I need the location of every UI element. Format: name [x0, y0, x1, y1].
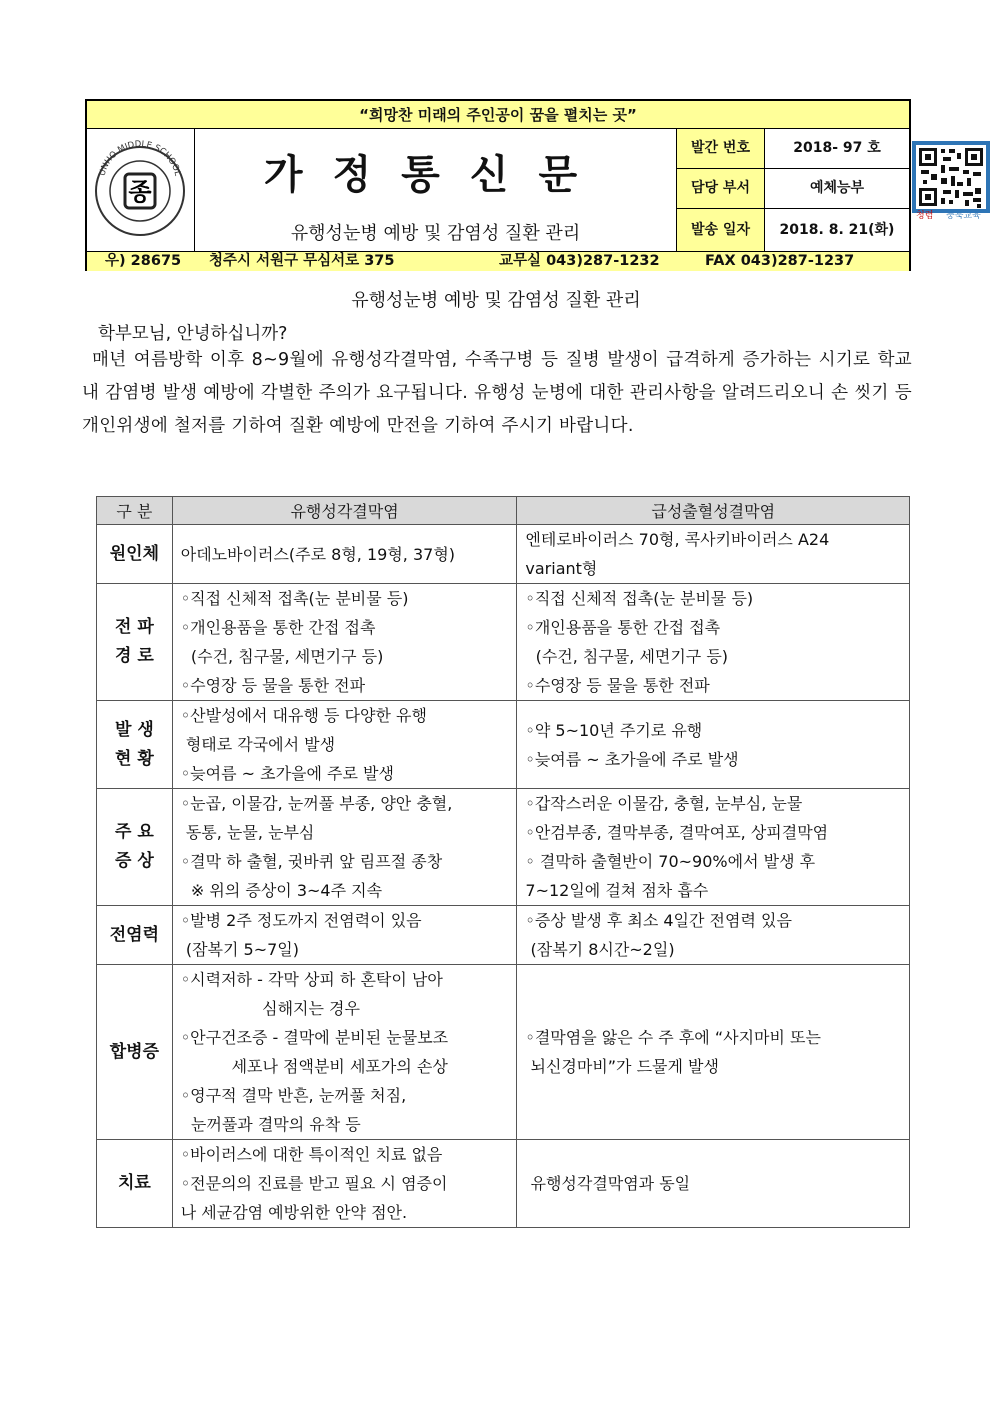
cell-line: ◦영구적 결막 반흔, 눈꺼풀 처짐,: [180, 1086, 407, 1105]
table-header-row: [97, 497, 910, 525]
row-label-line: 주 요: [114, 822, 154, 842]
table-cell: [517, 1140, 910, 1228]
table-cell: [172, 701, 517, 789]
row-label-line: 현 황: [114, 748, 154, 769]
table-cell: [517, 965, 910, 1140]
header-acute-hemorrhagic-conjunctivitis: 급성출혈성결막염: [517, 497, 910, 525]
cell-line: ◦수영장 등 물을 통한 전파: [525, 676, 710, 695]
meta-row-send-date: [677, 209, 910, 251]
row-label-line: 전 파: [114, 617, 154, 637]
table-row: [97, 525, 910, 584]
table-row: [97, 701, 910, 789]
cell-line: ※ 위의 증상이 3~4주 지속: [180, 881, 383, 900]
newsletter-title: 가정통신문: [263, 151, 608, 198]
cell-line: ◦결막 하 출혈, 귓바퀴 앞 림프절 종창: [180, 852, 443, 871]
cell-line: ◦안구건조증 - 결막에 분비된 눈물보조: [180, 1028, 449, 1047]
cell-line: 뇌신경마비”가 드물게 발생: [525, 1057, 719, 1076]
table-cell: [172, 965, 517, 1140]
body-paragraph: 매년 여름방학 이후 8~9월에 유행성각결막염, 수족구병 등 질병 발생이 급격하게 증가하는 시기로 학교 내 감염병 발생 예방에 각별한 주의가 요구됩니다. 유행성 눈병에 대한 관리사항을 알려드리오니 손 씻기 등 개인위생에 철저를 기하여 질환 예방에 만전을 기하여 주시기 바랍니다.: [82, 350, 912, 436]
cell-line: ◦결막염을 앓은 수 주 후에 “사지마비 또는: [525, 1028, 821, 1047]
cell-line: ◦약 5~10년 주기로 유행: [525, 720, 703, 740]
cell-line: ◦바이러스에 대한 특이적인 치료 없음: [180, 1145, 443, 1164]
cell-line: 심해지는 경우: [180, 999, 360, 1018]
cell-line: (수건, 침구물, 세면기구 등): [180, 647, 384, 666]
qr-code-cell: [910, 129, 992, 251]
cell-line: 나 세균감염 예방위한 안약 점안.: [180, 1203, 408, 1222]
school-logo-char: 종: [128, 178, 152, 206]
cell-line: 유행성각결막염과 동일: [525, 1174, 691, 1193]
cell-line: ◦전문의의 진료를 받고 필요 시 염증이: [180, 1174, 448, 1193]
cell-line: 세포나 점액분비 세포가의 손상: [180, 1057, 448, 1076]
row-label: 합병증: [97, 965, 173, 1140]
fax-number: FAX 043)287-1237: [705, 253, 855, 269]
cell-line: 7~12일에 걸쳐 점차 흡수: [525, 881, 709, 900]
cell-line: ◦발병 2주 정도까지 전염력이 있음: [180, 911, 422, 930]
school-address: 청주시 서원구 무심서로 375: [209, 253, 395, 269]
row-label-line: 증 상: [114, 851, 154, 871]
cell-line: ◦시력저하 - 각막 상피 하 혼탁이 남아: [180, 970, 443, 989]
table-row: [97, 906, 910, 965]
qr-caption-left: 청렴: [916, 211, 934, 219]
newsletter-subtitle: 유행성눈병 예방 및 감염성 질환 관리: [290, 223, 581, 244]
school-logo-text: UNHO MIDDLE SCHOOL: [97, 139, 183, 177]
table-cell: [517, 906, 910, 965]
table-cell: [172, 584, 517, 701]
cell-line: (잠복기 5~7일): [180, 940, 299, 959]
row-label: 원인체: [97, 525, 173, 584]
table-cell: [172, 906, 517, 965]
cell-line: 눈꺼풀과 결막의 유착 등: [180, 1115, 361, 1134]
cell-line: ◦개인용품을 통한 간접 접촉: [525, 618, 721, 637]
table-cell: [172, 525, 517, 584]
qr-code: [910, 129, 992, 219]
table-row: [97, 584, 910, 701]
row-label: [97, 584, 173, 701]
meta-label: 발간 번호: [677, 129, 765, 168]
row-label-line: 경 로: [114, 646, 154, 666]
cell-line: 형태로 각국에서 발생: [180, 735, 336, 754]
qr-caption-right: 충북교육: [946, 211, 981, 219]
row-label-line: 발 생: [114, 719, 154, 740]
table-row: [97, 789, 910, 906]
table-cell: [517, 701, 910, 789]
table-cell: [517, 525, 910, 584]
school-logo: [87, 129, 193, 249]
meta-value: 2018. 8. 21(화): [765, 209, 910, 251]
meta-value: 예체능부: [765, 169, 910, 208]
newsletter-header: [85, 99, 981, 271]
issue-meta: [677, 129, 895, 251]
cell-line: ◦ 결막하 출혈반이 70~90%에서 발생 후: [525, 852, 816, 871]
cell-line: ◦눈곱, 이물감, 눈꺼풀 부종, 양안 충혈,: [180, 794, 453, 813]
cell-line: ◦갑작스러운 이물감, 충혈, 눈부심, 눈물: [525, 794, 803, 813]
meta-value: 2018- 97 호: [765, 129, 910, 168]
cell-line: ◦증상 발생 후 최소 4일간 전염력 있음: [525, 911, 792, 930]
table-cell: [172, 1140, 517, 1228]
meta-row-department: [677, 169, 910, 209]
cell-line: 아데노바이러스(주로 8형, 19형, 37형): [180, 544, 456, 564]
title-cell: [195, 129, 677, 251]
cell-line: (잠복기 8시간~2일): [525, 940, 675, 959]
cell-line: ◦늦여름 ~ 초가을에 주로 발생: [525, 749, 739, 769]
meta-label: 발송 일자: [677, 209, 765, 251]
table-row: [97, 965, 910, 1140]
office-phone: 교무실 043)287-1232: [499, 253, 660, 269]
cell-line: ◦직접 신체적 접촉(눈 분비물 등): [180, 589, 409, 608]
cell-line: ◦수영장 등 물을 통한 전파: [180, 676, 366, 695]
meta-row-issue-number: [677, 129, 910, 169]
school-logo-cell: [87, 129, 195, 251]
cell-line: 동통, 눈물, 눈부심: [180, 823, 315, 842]
cell-line: 엔테로바이러스 70형, 콕사키바이러스 A24: [525, 530, 830, 549]
greeting: 학부모님, 안녕하십니까?: [98, 324, 288, 344]
table-cell: [517, 789, 910, 906]
header-epidemic-keratoconjunctivitis: 유행성각결막염: [172, 497, 517, 525]
disease-comparison-table: [96, 496, 910, 1228]
table-row: [97, 1140, 910, 1228]
row-label: [97, 789, 173, 906]
table-cell: [172, 789, 517, 906]
cell-line: (수건, 침구물, 세면기구 등): [525, 647, 729, 666]
header-category: 구 분: [97, 497, 173, 525]
cell-line: ◦직접 신체적 접촉(눈 분비물 등): [525, 589, 754, 608]
zip-code: 우) 28675: [105, 253, 182, 269]
table-body: [97, 525, 910, 1228]
row-label: 치료: [97, 1140, 173, 1228]
meta-label: 담당 부서: [677, 169, 765, 208]
table-cell: [517, 584, 910, 701]
cell-line: ◦개인용품을 통한 간접 접촉: [180, 618, 376, 637]
cell-line: ◦늦여름 ~ 초가을에 주로 발생: [180, 764, 394, 783]
address-bar: [87, 251, 909, 271]
document-title: 유행성눈병 예방 및 감염성 질환 관리: [351, 290, 641, 311]
row-label: [97, 701, 173, 789]
cell-line: ◦산발성에서 대유행 등 다양한 유행: [180, 706, 427, 725]
cell-line: ◦안검부종, 결막부종, 결막여포, 상피결막염: [525, 823, 829, 842]
school-slogan: “희망찬 미래의 주인공이 꿈을 펼치는 곳”: [87, 101, 909, 129]
row-label: 전염력: [97, 906, 173, 965]
cell-line: variant형: [525, 559, 598, 578]
